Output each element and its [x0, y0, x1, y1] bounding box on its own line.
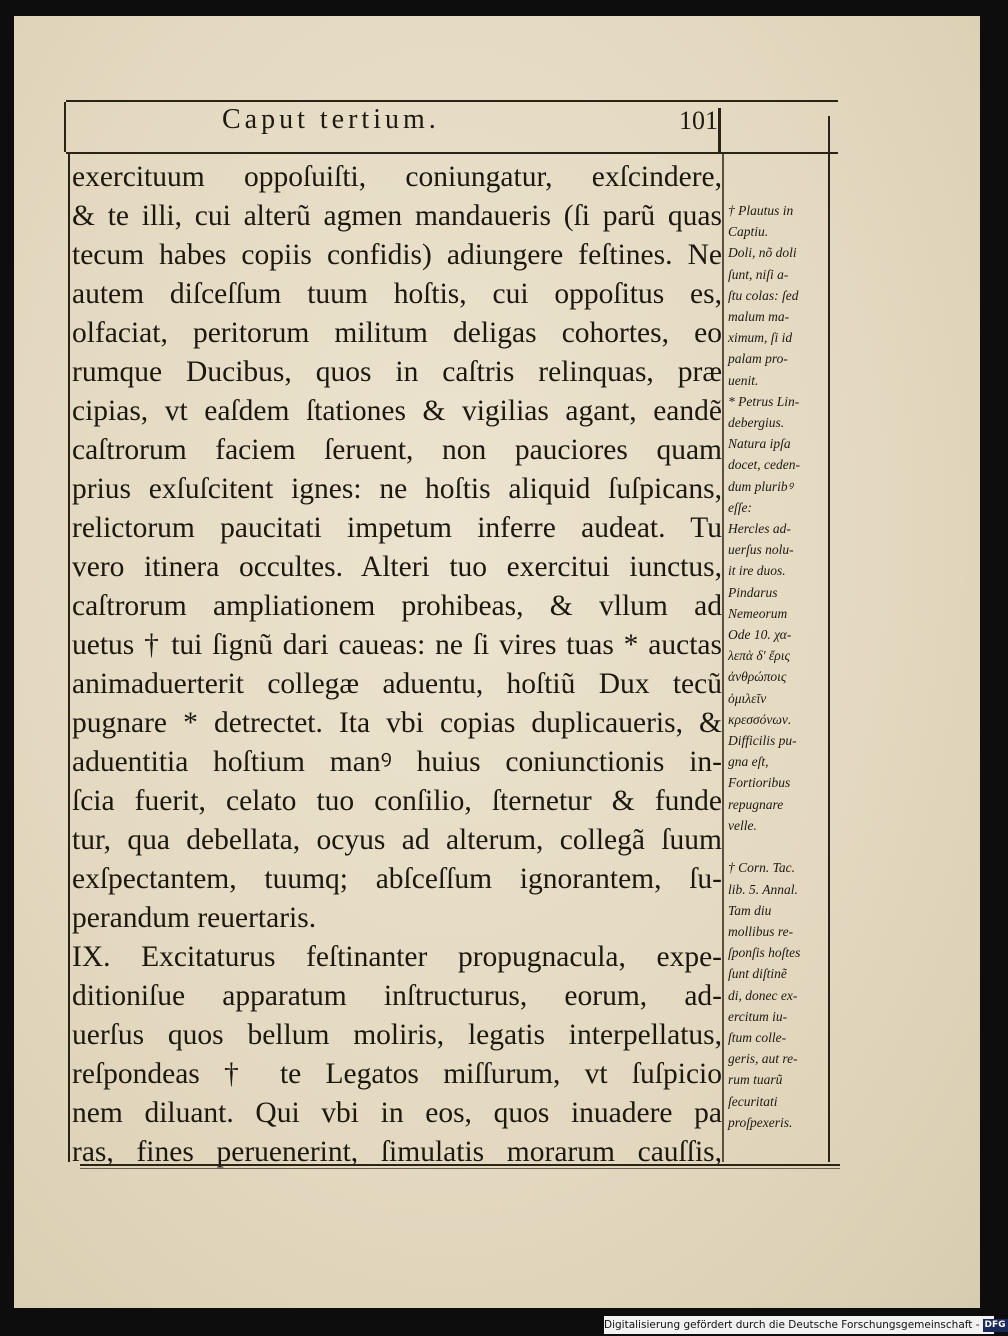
marginal-note-line: ſponſis hoſtes	[728, 945, 801, 961]
marginal-note-line: † Corn. Tac.	[728, 860, 796, 876]
marginal-note-line: dum pluribꝰ	[728, 478, 793, 494]
marginal-note-line: uenit.	[728, 372, 759, 388]
text-line: uetus † tui ſignũ dari caueas: ne ſi vires tuas * auctas	[72, 629, 722, 661]
marginal-note-line: mollibus re-	[728, 923, 794, 939]
text-line: tur, qua debellata, ocyus ad alterum, collegã ſuum	[72, 824, 722, 856]
marginal-note-line: Doli, nõ doli	[728, 245, 797, 261]
text-line: ſcia fuerit, celato tuo conſilio, ſternetur & funde	[72, 785, 722, 817]
text-line: tecum habes copiis confidis) adiungere feſtines. Ne	[72, 239, 722, 271]
marginal-note-line: di, donec ex-	[728, 987, 798, 1003]
marginal-note-line	[728, 836, 832, 857]
marginal-note-line: ſtum colle-	[728, 1029, 787, 1045]
marginal-note-line: † Plautus in	[728, 203, 794, 218]
text-line: relictorum paucitati impetum inferre audeat. Tu	[72, 512, 722, 544]
marginal-note-line: it ire duos.	[728, 563, 786, 579]
footer-rule	[80, 1164, 840, 1166]
marginal-note-line: Difficilis pu-	[728, 733, 797, 749]
marginal-note-line: Natura ipſa	[728, 436, 791, 452]
running-head-title: Caput tertium.	[222, 104, 440, 135]
dfg-logo: DFG	[984, 1319, 1006, 1330]
marginal-note-line: ſunt diſtinẽ	[728, 966, 787, 982]
marginal-note-line: repugnare	[728, 796, 784, 812]
digitization-banner	[604, 1316, 1006, 1334]
text-line: animaduerterit collegæ aduentu, hoſtiũ Dux tecũ	[72, 668, 722, 700]
marginal-note-line: Captiu.	[728, 224, 769, 240]
marginal-note-line: eſſe:	[728, 499, 752, 515]
text-line: caſtrorum faciem ſeruent, non pauciores quam	[72, 434, 722, 466]
header-right-bar	[718, 108, 721, 152]
text-line: exercituum oppoſuiſti, coniungatur, exſcindere,	[72, 161, 722, 193]
text-line: reſpondeas † te Legatos miſſurum, vt ſuſpicio	[72, 1058, 722, 1090]
text-right-border	[722, 154, 724, 1162]
text-line: aduentitia hoſtium manꝰ huius coniunctionis in-	[72, 746, 722, 778]
marginal-note-line: * Petrus Lin-	[728, 393, 800, 409]
marginal-note-line: rum tuarũ	[728, 1072, 783, 1088]
text-line: exſpectantem, tuumq; abſceſſum ignorantem, ſu-	[72, 863, 722, 895]
text-line: cipias, vt eaſdem ſtationes & vigilias agant, eandẽ	[72, 395, 722, 427]
marginal-note-line: ſunt, niſi a-	[728, 266, 789, 282]
text-line: autem diſceſſum tuum hoſtis, cui oppoſitus es,	[72, 278, 722, 310]
marginal-note-line: Pindarus	[728, 584, 778, 600]
marginal-note-line: ſecuritati	[728, 1093, 778, 1109]
marginal-note-line: ximum, ſi id	[728, 330, 793, 346]
marginal-note-line: ſtu colas: ſed	[728, 287, 799, 303]
text-line: perandum reuertaris.	[72, 902, 317, 934]
marginal-note-line: Nemeorum	[728, 605, 788, 621]
marginal-note-line: Hercles ad-	[728, 521, 791, 537]
marginal-note-line: debergius.	[728, 415, 785, 431]
header-top-rule	[66, 100, 838, 102]
marginal-note-line: λεπὰ δ' ἔρις	[728, 648, 790, 664]
marginal-note-line: Fortioribus	[728, 775, 791, 791]
text-line: prius exſuſcitent ignes: ne hoſtis aliquid ſuſpicans,	[72, 473, 722, 505]
text-line: olfaciat, peritorum militum deligas cohortes, eo	[72, 317, 722, 349]
marginal-note-line: palam pro-	[728, 351, 788, 367]
banner-text: Digitalisierung gefördert durch die Deutsche Forschungsgemeinschaft -	[604, 1319, 980, 1331]
text-line: uerſus quos bellum moliris, legatis interpellatus,	[72, 1019, 722, 1051]
text-line: vero itinera occultes. Alteri tuo exercitui iunctus,	[72, 551, 722, 583]
main-text-block	[72, 158, 722, 1172]
text-line: nem diluant. Qui vbi in eos, quos inuadere pa	[72, 1097, 722, 1129]
marginal-note-line: ἀνθρώποις	[728, 669, 787, 685]
text-line: IX. Excitaturus feſtinanter propugnacula, expe-	[72, 941, 722, 973]
marginal-note-line: geris, aut re-	[728, 1051, 798, 1067]
header-left-bar	[64, 102, 66, 152]
marginal-note-line: Tam diu	[728, 902, 772, 918]
marginal-note-line: proſpexeris.	[728, 1114, 793, 1130]
book-page	[14, 16, 980, 1308]
marginal-note-line: lib. 5. Annal.	[728, 881, 798, 897]
marginal-note-line: gna eſt,	[728, 754, 769, 770]
text-line: & te illi, cui alterũ agmen mandaueris (ſi parũ quas	[72, 200, 722, 232]
marginal-note-line: malum ma-	[728, 309, 790, 325]
text-left-border	[68, 154, 70, 1162]
marginal-note-line: uerſus nolu-	[728, 542, 794, 558]
marginal-notes	[728, 200, 832, 1133]
marginal-note-line: ercitum iu-	[728, 1008, 788, 1024]
text-line: pugnare * detrectet. Ita vbi copias duplicaueris, &	[72, 707, 722, 739]
footer-rule-thin	[80, 1168, 840, 1169]
text-line: caſtrorum ampliationem prohibeas, & vllum ad	[72, 590, 722, 622]
text-line: ditioniſue apparatum inſtructurus, eorum, ad-	[72, 980, 722, 1012]
marginal-note-line: κρεσσόνων.	[728, 711, 792, 727]
marginal-note-line: docet, ceden-	[728, 457, 800, 473]
text-line: rumque Ducibus, quos in caſtris relinquas, præ	[72, 356, 722, 388]
marginal-note-line: velle.	[728, 817, 757, 833]
text-line: ras, fines peruenerint, ſimulatis morarum cauſſis,	[72, 1136, 722, 1168]
marginal-note-line: Ode 10. χα-	[728, 627, 792, 643]
marginal-note-line: ὁμιλεῖν	[728, 690, 767, 706]
page-number: 101	[679, 106, 718, 135]
